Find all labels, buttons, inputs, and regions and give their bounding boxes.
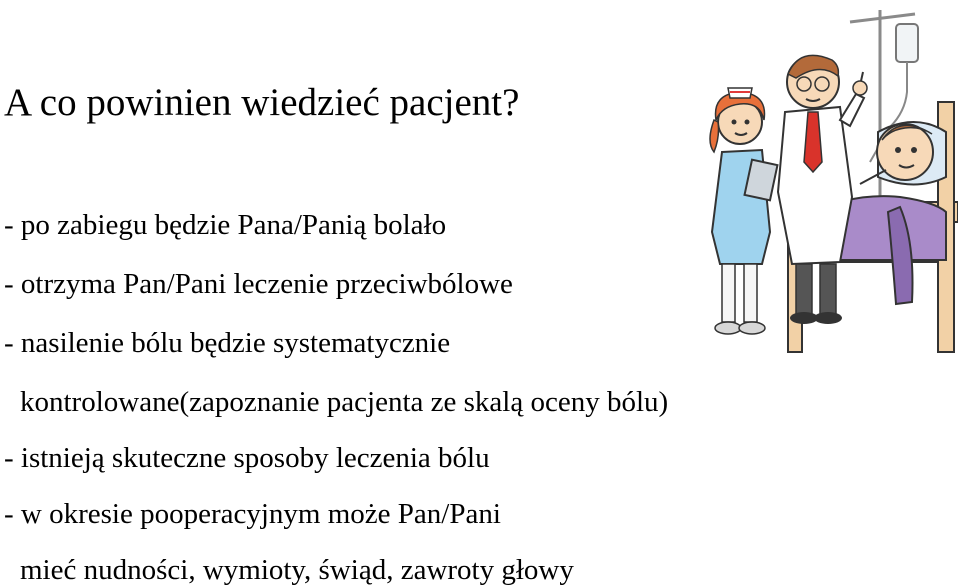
bullet-line: - istnieją skuteczne sposoby leczenia bólu [4, 442, 490, 474]
slide-title: A co powinien wiedzieć pacjent? [4, 81, 520, 124]
nurse [710, 88, 777, 334]
bullet-line: - nasilenie bólu będzie systematycznie [4, 327, 451, 359]
patient [860, 124, 933, 184]
bullet-line: - otrzyma Pan/Pani leczenie przeciwbólowe [4, 268, 513, 300]
bullet-line-continuation: kontrolowane(zapoznanie pacjenta ze skalą oceny bólu) [20, 386, 669, 418]
bullet-line: - w okresie pooperacyjnym może Pan/Pani [4, 498, 501, 530]
bullet-line-continuation: mieć nudności, wymioty, świąd, zawroty głowy [20, 554, 574, 586]
hospital-scene-icon [700, 2, 958, 358]
bullet-line: - po zabiegu będzie Pana/Panią bolało [4, 209, 447, 241]
